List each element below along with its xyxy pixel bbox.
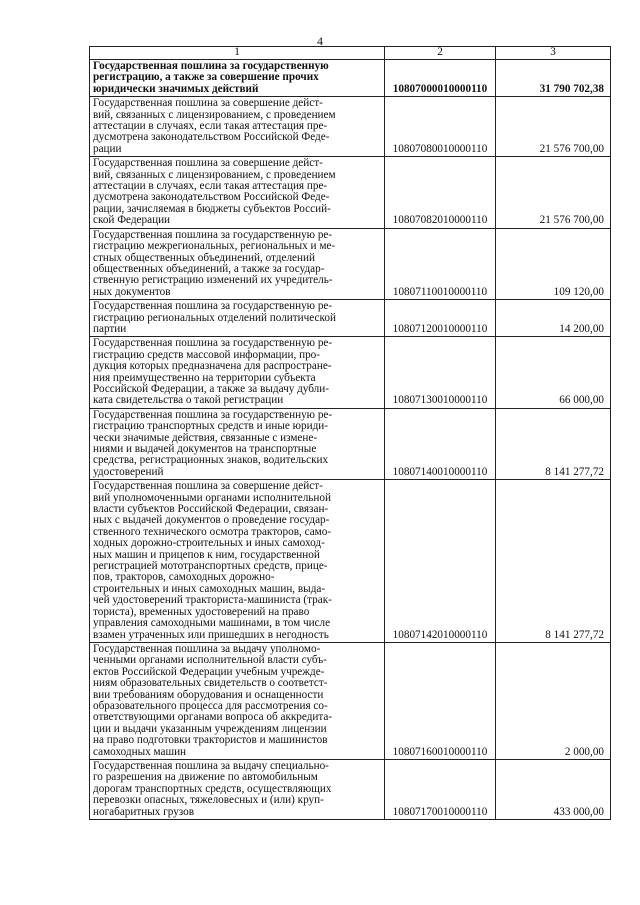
row-budget-code: 10807080010000110 <box>385 97 496 157</box>
table-row <box>90 480 611 643</box>
row-budget-code: 10807110010000110 <box>385 228 496 299</box>
row-budget-code: 10807170010000110 <box>385 759 496 819</box>
table-row <box>90 642 611 759</box>
row-budget-code: 10807142010000110 <box>385 480 496 643</box>
row-amount: 8 141 277,72 <box>496 480 611 643</box>
column-header-description: 1 <box>90 47 385 60</box>
table-body <box>90 60 611 820</box>
table-row <box>90 228 611 299</box>
row-budget-code: 10807130010000110 <box>385 337 496 408</box>
row-description: Государственная пошлина за государственную ре- гистрацию региональных отделений политической партии <box>90 300 385 337</box>
row-budget-code: 10807160010000110 <box>385 642 496 759</box>
row-description: Государственная пошлина за совершение дейст- вий, связанных с лицензированием, с проведением аттестации в случаях, если такая аттестация пре- дусмотрена законодательством Российской Феде- рации <box>90 97 385 157</box>
row-amount: 21 576 700,00 <box>496 97 611 157</box>
row-description: Государственная пошлина за совершение дейст- вий уполномоченными органами исполнительной власти субъектов Российской Федерации, связан- ных с выдачей документов о проведение государ- ственного технического осмотра тракторов, само- ходных дорожно-строительных и иных самоход- ных машин и прицепов к ним, государственной регистрацией мототранспортных средств, прице- пов, тракторов, самоходных дорожно- строительных и иных самоходных машин, выда- чей удостоверений тракториста-машиниста (трак- ториста), временных удостоверений на право управления самоходными машинами, в том числе взамен утраченных или пришедших в негодность <box>90 480 385 643</box>
row-amount: 21 576 700,00 <box>496 157 611 228</box>
row-amount: 8 141 277,72 <box>496 408 611 479</box>
row-description: Государственная пошлина за государственную ре- гистрацию средств массовой информации, про- дукция которых предназначена для распростране- ния преимущественно на территории субъекта Российской Федерации, а также за выдачу дубли- ката свидетельства о такой регистрации <box>90 337 385 408</box>
row-budget-code: 10807000010000110 <box>385 60 496 97</box>
table-row <box>90 337 611 408</box>
table-row <box>90 157 611 228</box>
table-header-row <box>90 47 611 60</box>
row-amount: 433 000,00 <box>496 759 611 819</box>
row-description: Государственная пошлина за выдачу специально- го разрешения на движение по автомобильным дорогам транспортных средств, осуществляющих перевозки опасных, тяжеловесных и (или) круп- ногабаритных грузов <box>90 759 385 819</box>
row-description: Государственная пошлина за государственную ре- гистрацию межрегиональных, региональных и ме- стных общественных объединений, отделений общественных объединений, а также за государ- ственную регистрацию изменений их учредитель- ных документов <box>90 228 385 299</box>
row-description: Государственная пошлина за совершение дейст- вий, связанных с лицензированием, с проведением аттестации в случаях, если такая аттестация пре- дусмотрена законодательством Российской Феде- рации, зачисляемая в бюджеты субъектов Россий- ской Федерации <box>90 157 385 228</box>
table-row <box>90 759 611 819</box>
column-header-amount: 3 <box>496 47 611 60</box>
page-number: 4 <box>317 34 323 48</box>
row-amount: 109 120,00 <box>496 228 611 299</box>
table-row <box>90 300 611 337</box>
row-budget-code: 10807082010000110 <box>385 157 496 228</box>
table-row <box>90 60 611 97</box>
row-description: Государственная пошлина за выдачу уполномо- ченными органами исполнительной власти субъ- ектов Российской Федерации учебным учрежде- ниям образовательных свидетельств о соответст- вии требованиям оборудования и оснащенности образовательного процесса для рассмотрения со- ответствующими органами вопроса об аккредита- ции и выдачи указанным учреждениям лицензии на право подготовки трактористов и машинистов самоходных машин <box>90 642 385 759</box>
row-amount: 31 790 702,38 <box>496 60 611 97</box>
row-budget-code: 10807140010000110 <box>385 408 496 479</box>
row-amount: 14 200,00 <box>496 300 611 337</box>
table-row <box>90 97 611 157</box>
row-amount: 66 000,00 <box>496 337 611 408</box>
column-header-code: 2 <box>385 47 496 60</box>
row-description: Государственная пошлина за государственную ре- гистрацию транспортных средств и иные юриди- чески значимые действия, связанные с измене- ниями и выдачей документов на транспортные средства, регистрационных знаков, водительских удостоверений <box>90 408 385 479</box>
table-row <box>90 408 611 479</box>
row-budget-code: 10807120010000110 <box>385 300 496 337</box>
row-amount: 2 000,00 <box>496 642 611 759</box>
row-description: Государственная пошлина за государственную регистрацию, а также за совершение прочих юридически значимых действий <box>90 60 385 97</box>
budget-revenue-table <box>89 46 611 820</box>
